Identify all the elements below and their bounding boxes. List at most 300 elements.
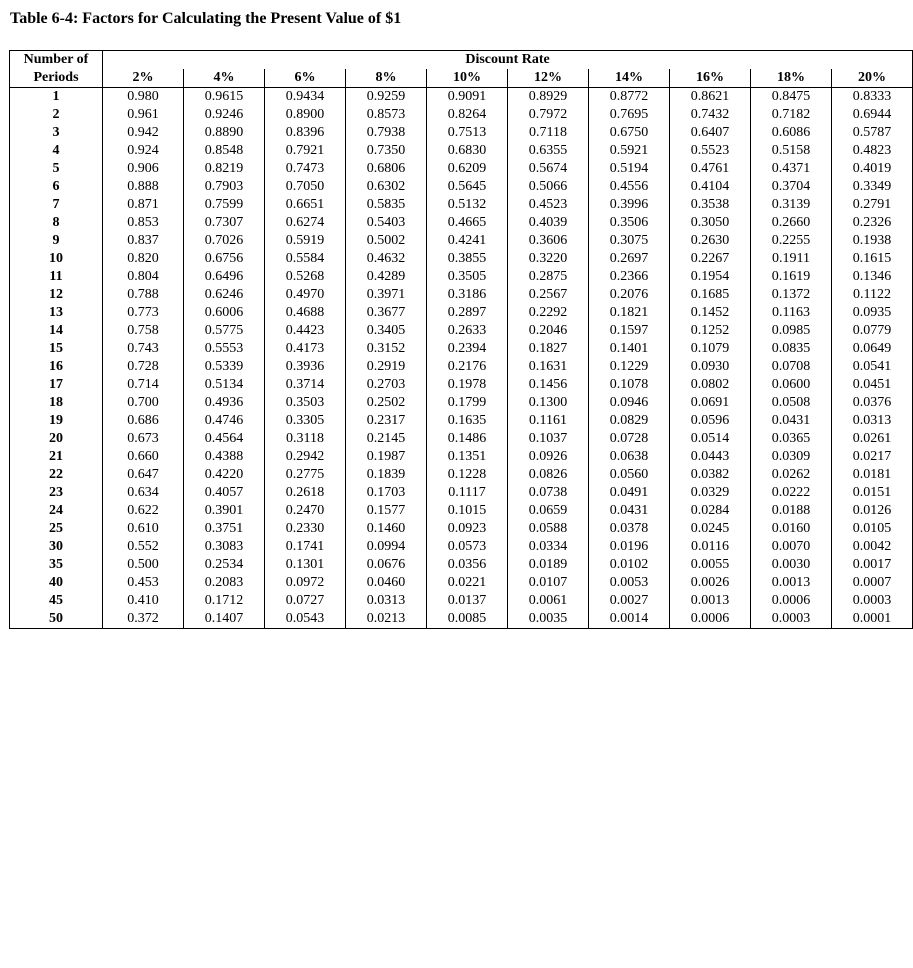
factor-cell: 0.0508 xyxy=(751,394,832,412)
factor-cell: 0.8219 xyxy=(184,160,265,178)
period-cell: 13 xyxy=(10,304,103,322)
factor-cell: 0.2366 xyxy=(589,268,670,286)
factor-cell: 0.2897 xyxy=(427,304,508,322)
factor-cell: 0.1978 xyxy=(427,376,508,394)
factor-cell: 0.4173 xyxy=(265,340,346,358)
periods-header-line2: Periods xyxy=(33,70,79,85)
factor-cell: 0.2502 xyxy=(346,394,427,412)
factor-cell: 0.6651 xyxy=(265,196,346,214)
factor-cell: 0.1117 xyxy=(427,484,508,502)
factor-cell: 0.6756 xyxy=(184,250,265,268)
factor-cell: 0.1685 xyxy=(670,286,751,304)
period-cell: 25 xyxy=(10,520,103,538)
factor-cell: 0.0085 xyxy=(427,610,508,629)
rate-header-3: 8% xyxy=(346,69,427,88)
factor-cell: 0.4823 xyxy=(832,142,913,160)
factor-cell: 0.5158 xyxy=(751,142,832,160)
table-row xyxy=(10,196,913,214)
factor-cell: 0.5134 xyxy=(184,376,265,394)
factor-cell: 0.6246 xyxy=(184,286,265,304)
factor-cell: 0.1161 xyxy=(508,412,589,430)
table-row xyxy=(10,160,913,178)
factor-cell: 0.1163 xyxy=(751,304,832,322)
rate-header-9: 20% xyxy=(832,69,913,88)
factor-cell: 0.0151 xyxy=(832,484,913,502)
factor-cell: 0.0596 xyxy=(670,412,751,430)
factor-cell: 0.0365 xyxy=(751,430,832,448)
factor-cell: 0.0691 xyxy=(670,394,751,412)
factor-cell: 0.0245 xyxy=(670,520,751,538)
factor-cell: 0.8548 xyxy=(184,142,265,160)
factor-cell: 0.2267 xyxy=(670,250,751,268)
factor-cell: 0.0222 xyxy=(751,484,832,502)
factor-cell: 0.0061 xyxy=(508,592,589,610)
factor-cell: 0.6006 xyxy=(184,304,265,322)
table-row xyxy=(10,448,913,466)
factor-cell: 0.0946 xyxy=(589,394,670,412)
factor-cell: 0.1078 xyxy=(589,376,670,394)
factor-cell: 0.3083 xyxy=(184,538,265,556)
rate-header-6: 14% xyxy=(589,69,670,88)
factor-cell: 0.2470 xyxy=(265,502,346,520)
factor-cell: 0.2317 xyxy=(346,412,427,430)
factor-cell: 0.0443 xyxy=(670,448,751,466)
factor-cell: 0.0923 xyxy=(427,520,508,538)
factor-cell: 0.2697 xyxy=(589,250,670,268)
factor-cell: 0.0926 xyxy=(508,448,589,466)
factor-cell: 0.6086 xyxy=(751,124,832,142)
period-cell: 14 xyxy=(10,322,103,340)
factor-cell: 0.3405 xyxy=(346,322,427,340)
factor-cell: 0.3936 xyxy=(265,358,346,376)
factor-cell: 0.1300 xyxy=(508,394,589,412)
period-cell: 23 xyxy=(10,484,103,502)
factor-cell: 0.7050 xyxy=(265,178,346,196)
factor-cell: 0.7695 xyxy=(589,106,670,124)
factor-cell: 0.4039 xyxy=(508,214,589,232)
factor-cell: 0.5002 xyxy=(346,232,427,250)
factor-cell: 0.4970 xyxy=(265,286,346,304)
factor-cell: 0.2703 xyxy=(346,376,427,394)
factor-cell: 0.8621 xyxy=(670,88,751,107)
factor-cell: 0.1615 xyxy=(832,250,913,268)
factor-cell: 0.5523 xyxy=(670,142,751,160)
factor-cell: 0.7182 xyxy=(751,106,832,124)
factor-cell: 0.924 xyxy=(103,142,184,160)
factor-cell: 0.0035 xyxy=(508,610,589,629)
factor-cell: 0.3751 xyxy=(184,520,265,538)
factor-cell: 0.6274 xyxy=(265,214,346,232)
present-value-table xyxy=(9,50,913,629)
factor-cell: 0.8890 xyxy=(184,124,265,142)
table-row xyxy=(10,232,913,250)
period-cell: 18 xyxy=(10,394,103,412)
factor-cell: 0.853 xyxy=(103,214,184,232)
factor-cell: 0.7432 xyxy=(670,106,751,124)
factor-cell: 0.1635 xyxy=(427,412,508,430)
factor-cell: 0.942 xyxy=(103,124,184,142)
factor-cell: 0.4936 xyxy=(184,394,265,412)
factor-cell: 0.1821 xyxy=(589,304,670,322)
period-cell: 11 xyxy=(10,268,103,286)
factor-cell: 0.9259 xyxy=(346,88,427,107)
factor-cell: 0.4019 xyxy=(832,160,913,178)
factor-cell: 0.6806 xyxy=(346,160,427,178)
table-row xyxy=(10,88,913,107)
factor-cell: 0.2255 xyxy=(751,232,832,250)
factor-cell: 0.1452 xyxy=(670,304,751,322)
factor-cell: 0.820 xyxy=(103,250,184,268)
table-row xyxy=(10,178,913,196)
factor-cell: 0.0196 xyxy=(589,538,670,556)
factor-cell: 0.6750 xyxy=(589,124,670,142)
factor-cell: 0.3704 xyxy=(751,178,832,196)
factor-cell: 0.2145 xyxy=(346,430,427,448)
table-row xyxy=(10,394,913,412)
factor-cell: 0.0309 xyxy=(751,448,832,466)
factor-cell: 0.2076 xyxy=(589,286,670,304)
table-row xyxy=(10,250,913,268)
factor-cell: 0.3050 xyxy=(670,214,751,232)
factor-cell: 0.1911 xyxy=(751,250,832,268)
table-row xyxy=(10,466,913,484)
factor-cell: 0.3349 xyxy=(832,178,913,196)
table-row xyxy=(10,286,913,304)
factor-cell: 0.0356 xyxy=(427,556,508,574)
factor-cell: 0.0181 xyxy=(832,466,913,484)
factor-cell: 0.634 xyxy=(103,484,184,502)
rate-header-1: 4% xyxy=(184,69,265,88)
factor-cell: 0.714 xyxy=(103,376,184,394)
factor-cell: 0.7118 xyxy=(508,124,589,142)
factor-cell: 0.3503 xyxy=(265,394,346,412)
factor-cell: 0.2176 xyxy=(427,358,508,376)
factor-cell: 0.1954 xyxy=(670,268,751,286)
table-row xyxy=(10,592,913,610)
period-cell: 2 xyxy=(10,106,103,124)
factor-cell: 0.5775 xyxy=(184,322,265,340)
factor-cell: 0.1351 xyxy=(427,448,508,466)
factor-cell: 0.0014 xyxy=(589,610,670,629)
factor-cell: 0.0930 xyxy=(670,358,751,376)
factor-cell: 0.6355 xyxy=(508,142,589,160)
factor-cell: 0.5835 xyxy=(346,196,427,214)
factor-cell: 0.453 xyxy=(103,574,184,592)
factor-cell: 0.7972 xyxy=(508,106,589,124)
factor-cell: 0.500 xyxy=(103,556,184,574)
factor-cell: 0.7473 xyxy=(265,160,346,178)
factor-cell: 0.0013 xyxy=(751,574,832,592)
table-row xyxy=(10,502,913,520)
factor-cell: 0.7307 xyxy=(184,214,265,232)
factor-cell: 0.3855 xyxy=(427,250,508,268)
factor-cell: 0.4220 xyxy=(184,466,265,484)
factor-cell: 0.0006 xyxy=(670,610,751,629)
table-row xyxy=(10,268,913,286)
factor-cell: 0.5921 xyxy=(589,142,670,160)
factor-cell: 0.610 xyxy=(103,520,184,538)
table-row xyxy=(10,484,913,502)
factor-cell: 0.647 xyxy=(103,466,184,484)
factor-cell: 0.1619 xyxy=(751,268,832,286)
period-cell: 8 xyxy=(10,214,103,232)
rate-header-0: 2% xyxy=(103,69,184,88)
factor-cell: 0.906 xyxy=(103,160,184,178)
factor-cell: 0.0738 xyxy=(508,484,589,502)
period-cell: 45 xyxy=(10,592,103,610)
period-cell: 4 xyxy=(10,142,103,160)
factor-cell: 0.0935 xyxy=(832,304,913,322)
period-cell: 22 xyxy=(10,466,103,484)
table-row xyxy=(10,124,913,142)
factor-cell: 0.9091 xyxy=(427,88,508,107)
factor-cell: 0.1741 xyxy=(265,538,346,556)
table-row xyxy=(10,376,913,394)
factor-cell: 0.0985 xyxy=(751,322,832,340)
factor-cell: 0.2326 xyxy=(832,214,913,232)
period-cell: 35 xyxy=(10,556,103,574)
rate-header-7: 16% xyxy=(670,69,751,88)
period-cell: 50 xyxy=(10,610,103,629)
period-cell: 1 xyxy=(10,88,103,107)
factor-cell: 0.0541 xyxy=(832,358,913,376)
factor-cell: 0.4556 xyxy=(589,178,670,196)
factor-cell: 0.0334 xyxy=(508,538,589,556)
factor-cell: 0.0160 xyxy=(751,520,832,538)
factor-cell: 0.0560 xyxy=(589,466,670,484)
factor-cell: 0.961 xyxy=(103,106,184,124)
factor-cell: 0.4688 xyxy=(265,304,346,322)
factor-cell: 0.0126 xyxy=(832,502,913,520)
factor-cell: 0.0649 xyxy=(832,340,913,358)
factor-cell: 0.1015 xyxy=(427,502,508,520)
period-cell: 20 xyxy=(10,430,103,448)
factor-cell: 0.2633 xyxy=(427,322,508,340)
factor-cell: 0.2394 xyxy=(427,340,508,358)
factor-cell: 0.5194 xyxy=(589,160,670,178)
factor-cell: 0.5674 xyxy=(508,160,589,178)
factor-cell: 0.3538 xyxy=(670,196,751,214)
factor-cell: 0.0378 xyxy=(589,520,670,538)
factor-cell: 0.0137 xyxy=(427,592,508,610)
factor-cell: 0.0659 xyxy=(508,502,589,520)
factor-cell: 0.3505 xyxy=(427,268,508,286)
factor-cell: 0.4523 xyxy=(508,196,589,214)
rate-header-5: 12% xyxy=(508,69,589,88)
periods-header xyxy=(10,51,103,88)
factor-cell: 0.0261 xyxy=(832,430,913,448)
factor-cell: 0.2567 xyxy=(508,286,589,304)
factor-cell: 0.1252 xyxy=(670,322,751,340)
factor-cell: 0.4564 xyxy=(184,430,265,448)
rate-header-4: 10% xyxy=(427,69,508,88)
factor-cell: 0.5268 xyxy=(265,268,346,286)
factor-cell: 0.0284 xyxy=(670,502,751,520)
factor-cell: 0.9615 xyxy=(184,88,265,107)
period-cell: 15 xyxy=(10,340,103,358)
factor-cell: 0.0491 xyxy=(589,484,670,502)
table-row xyxy=(10,304,913,322)
factor-cell: 0.0102 xyxy=(589,556,670,574)
table-row xyxy=(10,538,913,556)
factor-cell: 0.1597 xyxy=(589,322,670,340)
factor-cell: 0.5132 xyxy=(427,196,508,214)
factor-cell: 0.3714 xyxy=(265,376,346,394)
factor-cell: 0.0026 xyxy=(670,574,751,592)
table-row xyxy=(10,358,913,376)
period-cell: 30 xyxy=(10,538,103,556)
factor-cell: 0.0221 xyxy=(427,574,508,592)
group-header-row xyxy=(10,51,913,70)
factor-cell: 0.2775 xyxy=(265,466,346,484)
factor-cell: 0.6209 xyxy=(427,160,508,178)
factor-cell: 0.7938 xyxy=(346,124,427,142)
factor-cell: 0.0638 xyxy=(589,448,670,466)
page-title: Table 6-4: Factors for Calculating the Present Value of $1 xyxy=(10,10,402,27)
factor-cell: 0.1456 xyxy=(508,376,589,394)
factor-cell: 0.2660 xyxy=(751,214,832,232)
period-cell: 19 xyxy=(10,412,103,430)
factor-cell: 0.3677 xyxy=(346,304,427,322)
table-row xyxy=(10,412,913,430)
factor-cell: 0.0826 xyxy=(508,466,589,484)
factor-cell: 0.1486 xyxy=(427,430,508,448)
factor-cell: 0.4665 xyxy=(427,214,508,232)
factor-cell: 0.6302 xyxy=(346,178,427,196)
rate-header-8: 18% xyxy=(751,69,832,88)
factor-cell: 0.1987 xyxy=(346,448,427,466)
factor-cell: 0.3971 xyxy=(346,286,427,304)
factor-cell: 0.0003 xyxy=(832,592,913,610)
factor-cell: 0.3996 xyxy=(589,196,670,214)
factor-cell: 0.0451 xyxy=(832,376,913,394)
factor-cell: 0.0042 xyxy=(832,538,913,556)
factor-cell: 0.5553 xyxy=(184,340,265,358)
factor-cell: 0.1577 xyxy=(346,502,427,520)
factor-cell: 0.1712 xyxy=(184,592,265,610)
factor-cell: 0.980 xyxy=(103,88,184,107)
factor-cell: 0.0431 xyxy=(751,412,832,430)
factor-cell: 0.8333 xyxy=(832,88,913,107)
factor-cell: 0.0543 xyxy=(265,610,346,629)
factor-cell: 0.0600 xyxy=(751,376,832,394)
table-row xyxy=(10,322,913,340)
factor-cell: 0.2875 xyxy=(508,268,589,286)
factor-cell: 0.4388 xyxy=(184,448,265,466)
factor-cell: 0.552 xyxy=(103,538,184,556)
factor-cell: 0.0727 xyxy=(265,592,346,610)
factor-cell: 0.8772 xyxy=(589,88,670,107)
factor-cell: 0.3186 xyxy=(427,286,508,304)
factor-cell: 0.9434 xyxy=(265,88,346,107)
periods-header-line1: Number of xyxy=(23,52,89,67)
factor-cell: 0.7026 xyxy=(184,232,265,250)
factor-cell: 0.0262 xyxy=(751,466,832,484)
factor-cell: 0.871 xyxy=(103,196,184,214)
factor-cell: 0.1346 xyxy=(832,268,913,286)
factor-cell: 0.1839 xyxy=(346,466,427,484)
period-cell: 24 xyxy=(10,502,103,520)
factor-cell: 0.7903 xyxy=(184,178,265,196)
period-cell: 3 xyxy=(10,124,103,142)
factor-cell: 0.3901 xyxy=(184,502,265,520)
factor-cell: 0.3506 xyxy=(589,214,670,232)
factor-cell: 0.1703 xyxy=(346,484,427,502)
table-row xyxy=(10,142,913,160)
factor-cell: 0.2046 xyxy=(508,322,589,340)
factor-cell: 0.7350 xyxy=(346,142,427,160)
factor-cell: 0.372 xyxy=(103,610,184,629)
factor-cell: 0.9246 xyxy=(184,106,265,124)
rate-header-2: 6% xyxy=(265,69,346,88)
factor-cell: 0.6944 xyxy=(832,106,913,124)
period-cell: 21 xyxy=(10,448,103,466)
factor-cell: 0.1407 xyxy=(184,610,265,629)
factor-cell: 0.1938 xyxy=(832,232,913,250)
factor-cell: 0.3152 xyxy=(346,340,427,358)
factor-cell: 0.0017 xyxy=(832,556,913,574)
factor-cell: 0.673 xyxy=(103,430,184,448)
factor-cell: 0.0053 xyxy=(589,574,670,592)
factor-cell: 0.3220 xyxy=(508,250,589,268)
factor-cell: 0.6496 xyxy=(184,268,265,286)
period-cell: 9 xyxy=(10,232,103,250)
table-row xyxy=(10,610,913,629)
factor-cell: 0.3075 xyxy=(589,232,670,250)
factor-cell: 0.660 xyxy=(103,448,184,466)
factor-cell: 0.2791 xyxy=(832,196,913,214)
factor-cell: 0.0376 xyxy=(832,394,913,412)
factor-cell: 0.410 xyxy=(103,592,184,610)
discount-rate-header: Discount Rate xyxy=(103,51,913,70)
factor-cell: 0.1827 xyxy=(508,340,589,358)
factor-cell: 0.0003 xyxy=(751,610,832,629)
period-cell: 40 xyxy=(10,574,103,592)
factor-cell: 0.1372 xyxy=(751,286,832,304)
factor-cell: 0.5645 xyxy=(427,178,508,196)
factor-cell: 0.4761 xyxy=(670,160,751,178)
table-row xyxy=(10,214,913,232)
factor-cell: 0.0514 xyxy=(670,430,751,448)
factor-cell: 0.3305 xyxy=(265,412,346,430)
factor-cell: 0.0382 xyxy=(670,466,751,484)
factor-cell: 0.758 xyxy=(103,322,184,340)
factor-cell: 0.0213 xyxy=(346,610,427,629)
factor-cell: 0.7921 xyxy=(265,142,346,160)
period-cell: 16 xyxy=(10,358,103,376)
factor-cell: 0.0189 xyxy=(508,556,589,574)
table-body xyxy=(10,88,913,629)
factor-cell: 0.1460 xyxy=(346,520,427,538)
factor-cell: 0.0431 xyxy=(589,502,670,520)
table-row xyxy=(10,340,913,358)
factor-cell: 0.3606 xyxy=(508,232,589,250)
factor-cell: 0.8929 xyxy=(508,88,589,107)
factor-cell: 0.1037 xyxy=(508,430,589,448)
factor-cell: 0.0460 xyxy=(346,574,427,592)
factor-cell: 0.728 xyxy=(103,358,184,376)
factor-cell: 0.0070 xyxy=(751,538,832,556)
factor-cell: 0.2330 xyxy=(265,520,346,538)
factor-cell: 0.5584 xyxy=(265,250,346,268)
factor-cell: 0.4057 xyxy=(184,484,265,502)
factor-cell: 0.4371 xyxy=(751,160,832,178)
period-cell: 7 xyxy=(10,196,103,214)
rate-header-row xyxy=(10,69,913,88)
factor-cell: 0.5403 xyxy=(346,214,427,232)
factor-cell: 0.2919 xyxy=(346,358,427,376)
factor-cell: 0.4289 xyxy=(346,268,427,286)
